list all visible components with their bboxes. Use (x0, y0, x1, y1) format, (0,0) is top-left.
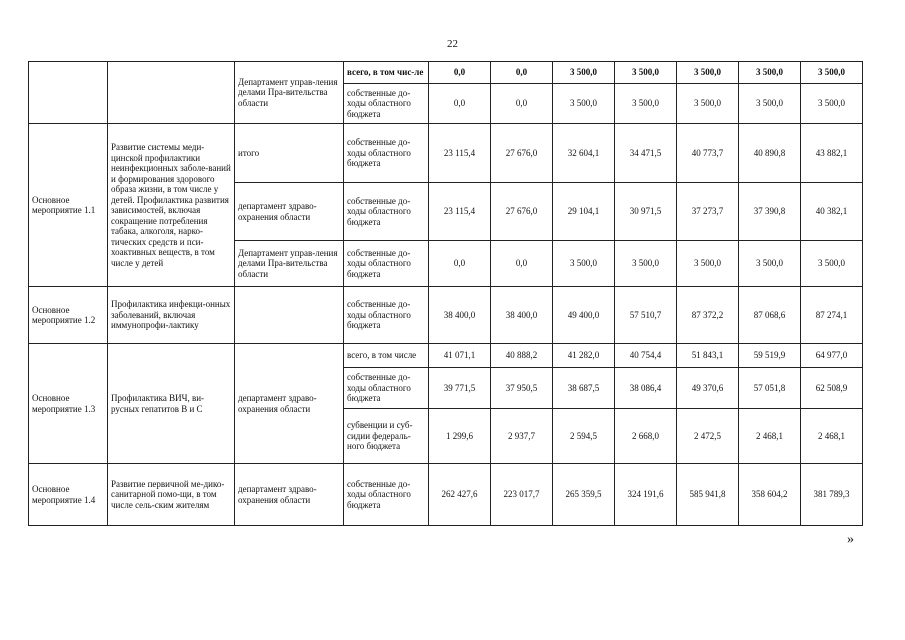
source-cell: собственные до-ходы областного бюджета (344, 368, 429, 409)
value-cell: 49 400,0 (553, 287, 615, 344)
value-cell: 57 510,7 (615, 287, 677, 344)
value-cell: 2 468,1 (801, 409, 863, 464)
value-cell: 2 937,7 (491, 409, 553, 464)
executor-cell: департамент здраво-охранения области (235, 344, 344, 464)
executor-cell: департамент здраво-охранения области (235, 183, 344, 241)
value-cell: 40 754,4 (615, 344, 677, 368)
activity-cell: Основное мероприятие 1.2 (29, 287, 108, 344)
value-cell: 2 472,5 (677, 409, 739, 464)
closing-quote-mark: » (847, 532, 854, 547)
value-cell: 3 500,0 (553, 84, 615, 124)
value-cell: 40 773,7 (677, 124, 739, 183)
value-cell: 27 676,0 (491, 124, 553, 183)
description-cell: Развитие системы меди-цинской профилактики неинфекционных заболе-ваний и формирования здорового образа жизни, в том числе у детей. Профилактика развития зависимостей, включая сокращение потребления табака, алкоголя, нарко-тических средств и пси-хоактивных веществ, в том числе у детей (108, 124, 235, 287)
executor-cell: итого (235, 124, 344, 183)
value-cell: 223 017,7 (491, 464, 553, 526)
value-cell: 2 668,0 (615, 409, 677, 464)
value-cell: 37 390,8 (739, 183, 801, 241)
activity-cell: Основное мероприятие 1.4 (29, 464, 108, 526)
table-row (29, 124, 863, 183)
value-cell: 30 971,5 (615, 183, 677, 241)
source-cell: собственные до-ходы областного бюджета (344, 183, 429, 241)
executor-cell: Департамент управ-ления делами Пра-вительства области (235, 62, 344, 124)
value-cell: 38 687,5 (553, 368, 615, 409)
value-cell: 3 500,0 (739, 84, 801, 124)
executor-cell: департамент здраво-охранения области (235, 464, 344, 526)
executor-cell: Департамент управ-ления делами Пра-вительства области (235, 241, 344, 287)
value-cell: 38 400,0 (429, 287, 491, 344)
value-cell: 3 500,0 (739, 241, 801, 287)
budget-table (28, 61, 863, 526)
value-cell: 41 071,1 (429, 344, 491, 368)
value-cell: 3 500,0 (677, 62, 739, 84)
table-row (29, 464, 863, 526)
value-cell: 43 882,1 (801, 124, 863, 183)
value-cell: 37 273,7 (677, 183, 739, 241)
value-cell: 59 519,9 (739, 344, 801, 368)
description-cell: Профилактика ВИЧ, ви-русных гепатитов В и С (108, 344, 235, 464)
value-cell: 64 977,0 (801, 344, 863, 368)
value-cell: 2 468,1 (739, 409, 801, 464)
value-cell: 381 789,3 (801, 464, 863, 526)
value-cell: 3 500,0 (801, 241, 863, 287)
value-cell: 0,0 (429, 84, 491, 124)
value-cell: 87 068,6 (739, 287, 801, 344)
source-cell: собственные до-ходы областного бюджета (344, 241, 429, 287)
source-cell: собственные до-ходы областного бюджета (344, 464, 429, 526)
value-cell: 0,0 (429, 241, 491, 287)
table-row (29, 344, 863, 368)
value-cell: 265 359,5 (553, 464, 615, 526)
value-cell: 38 400,0 (491, 287, 553, 344)
value-cell: 37 950,5 (491, 368, 553, 409)
table-row (29, 287, 863, 344)
value-cell: 27 676,0 (491, 183, 553, 241)
source-cell: всего, в том чис-ле (344, 62, 429, 84)
value-cell: 62 508,9 (801, 368, 863, 409)
value-cell: 0,0 (491, 84, 553, 124)
value-cell: 57 051,8 (739, 368, 801, 409)
source-cell: всего, в том числе (344, 344, 429, 368)
value-cell: 2 594,5 (553, 409, 615, 464)
value-cell: 3 500,0 (677, 241, 739, 287)
value-cell: 38 086,4 (615, 368, 677, 409)
activity-cell: Основное мероприятие 1.3 (29, 344, 108, 464)
value-cell: 3 500,0 (677, 84, 739, 124)
source-cell: собственные до-ходы областного бюджета (344, 84, 429, 124)
value-cell: 40 890,8 (739, 124, 801, 183)
value-cell: 3 500,0 (553, 241, 615, 287)
value-cell: 0,0 (429, 62, 491, 84)
value-cell: 0,0 (491, 62, 553, 84)
value-cell: 32 604,1 (553, 124, 615, 183)
value-cell: 3 500,0 (801, 84, 863, 124)
page-number: 22 (447, 38, 458, 50)
description-cell: Профилактика инфекци-онных заболеваний, включая иммунопрофи-лактику (108, 287, 235, 344)
value-cell: 262 427,6 (429, 464, 491, 526)
value-cell: 324 191,6 (615, 464, 677, 526)
value-cell: 87 372,2 (677, 287, 739, 344)
value-cell: 49 370,6 (677, 368, 739, 409)
value-cell: 3 500,0 (801, 62, 863, 84)
source-cell: собственные до-ходы областного бюджета (344, 287, 429, 344)
activity-cell: Основное мероприятие 1.1 (29, 124, 108, 287)
executor-cell (235, 287, 344, 344)
source-cell: собственные до-ходы областного бюджета (344, 124, 429, 183)
description-cell: Развитие первичной ме-дико-санитарной помо-щи, в том числе сель-ским жителям (108, 464, 235, 526)
value-cell: 39 771,5 (429, 368, 491, 409)
table-row (29, 62, 863, 84)
value-cell: 41 282,0 (553, 344, 615, 368)
value-cell: 29 104,1 (553, 183, 615, 241)
value-cell: 34 471,5 (615, 124, 677, 183)
source-cell: субвенции и суб-сидии федераль-ного бюджета (344, 409, 429, 464)
value-cell: 51 843,1 (677, 344, 739, 368)
value-cell: 87 274,1 (801, 287, 863, 344)
value-cell: 0,0 (491, 241, 553, 287)
value-cell: 358 604,2 (739, 464, 801, 526)
value-cell: 3 500,0 (615, 84, 677, 124)
value-cell: 23 115,4 (429, 124, 491, 183)
value-cell: 23 115,4 (429, 183, 491, 241)
value-cell: 3 500,0 (615, 241, 677, 287)
value-cell: 1 299,6 (429, 409, 491, 464)
value-cell: 585 941,8 (677, 464, 739, 526)
value-cell: 40 888,2 (491, 344, 553, 368)
value-cell: 3 500,0 (739, 62, 801, 84)
value-cell: 40 382,1 (801, 183, 863, 241)
activity-cell (29, 62, 108, 124)
value-cell: 3 500,0 (615, 62, 677, 84)
description-cell (108, 62, 235, 124)
value-cell: 3 500,0 (553, 62, 615, 84)
